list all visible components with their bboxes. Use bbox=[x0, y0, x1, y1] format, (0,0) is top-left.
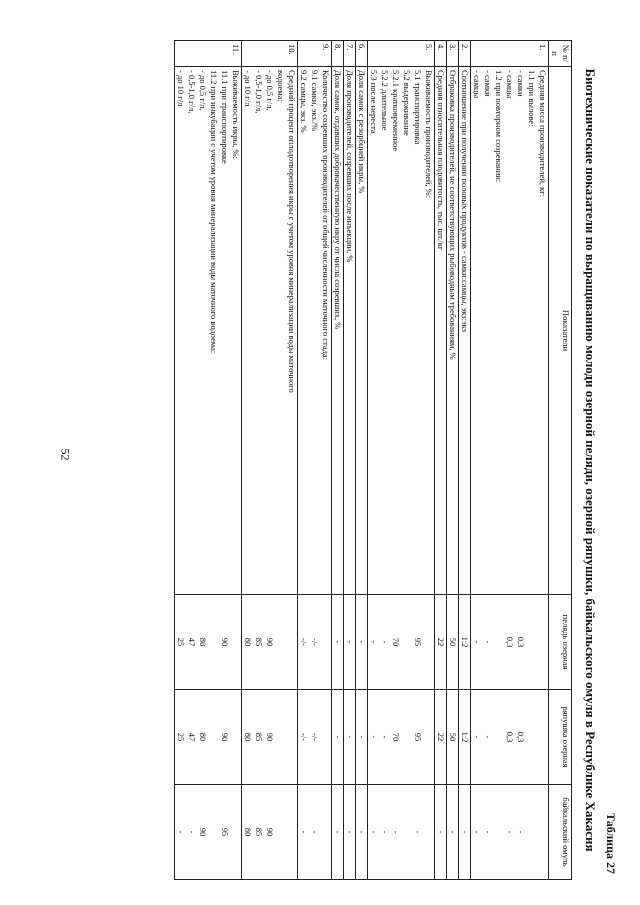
value-line: -/- bbox=[299, 732, 309, 742]
value-line: - bbox=[483, 640, 493, 644]
value-line bbox=[208, 693, 219, 781]
omul-value-cell bbox=[356, 785, 368, 880]
value-line bbox=[230, 693, 241, 781]
indicator-line: 9.2 самцы, экз. % bbox=[299, 70, 309, 133]
value-line: - bbox=[413, 830, 423, 834]
indicator-cell bbox=[368, 67, 435, 595]
value-line: - bbox=[380, 830, 390, 834]
value-line: 47 bbox=[187, 637, 197, 647]
value-line bbox=[275, 598, 286, 686]
table-header-row bbox=[549, 41, 572, 880]
indicator-line: - до 10 г/л bbox=[243, 70, 253, 107]
row-number-text: 11. bbox=[231, 44, 241, 55]
value-line: 80 bbox=[243, 732, 253, 742]
omul-value-cell bbox=[344, 785, 356, 880]
indicator-cell bbox=[175, 67, 242, 595]
indicator-cell bbox=[356, 67, 368, 595]
omul-value-cell bbox=[435, 785, 447, 880]
indicator-line: водоема: bbox=[276, 70, 286, 102]
table-title: Биотехнические показатели по выращиванию молоди озерной пеляди, озерной ряпушки, байкальского омуля в Республике Хакасия bbox=[583, 68, 598, 852]
indicator-line: - до 0,5 г/л, bbox=[265, 70, 275, 111]
value-line: - bbox=[472, 640, 482, 644]
value-line bbox=[320, 788, 331, 876]
value-line: - bbox=[369, 830, 379, 834]
row-number bbox=[447, 41, 459, 67]
table-row bbox=[332, 41, 344, 880]
value-line bbox=[208, 788, 219, 876]
value-line bbox=[286, 598, 297, 686]
value-line: - bbox=[310, 830, 320, 834]
value-line: 90 bbox=[198, 827, 208, 837]
indicator-cell bbox=[435, 67, 447, 595]
indicator-cell bbox=[298, 67, 332, 595]
peled-value-cell bbox=[242, 595, 298, 690]
value-line bbox=[401, 693, 412, 781]
indicator-line: - самцы bbox=[472, 70, 482, 99]
row-number bbox=[242, 41, 298, 67]
value-line: -/- bbox=[310, 732, 320, 742]
value-line: 90 bbox=[265, 827, 275, 837]
value-line: - bbox=[357, 735, 367, 739]
indicator-cell bbox=[471, 67, 549, 595]
header-indicators: Показатели bbox=[549, 67, 572, 595]
omul-value-cell bbox=[471, 785, 549, 880]
peled-value-cell bbox=[435, 595, 447, 690]
value-line: - bbox=[357, 640, 367, 644]
value-line: - bbox=[472, 830, 482, 834]
table-row bbox=[435, 41, 447, 880]
value-line: 95 bbox=[413, 732, 423, 742]
peled-value-cell bbox=[332, 595, 344, 690]
value-line: - bbox=[448, 830, 458, 834]
value-line: 90 bbox=[220, 637, 230, 647]
value-line: - bbox=[483, 735, 493, 739]
row-number bbox=[175, 41, 242, 67]
value-line: - bbox=[369, 640, 379, 644]
indicator-line: Средняя масса производителей, кг: bbox=[538, 70, 548, 198]
value-line: -/- bbox=[299, 637, 309, 647]
value-line bbox=[537, 693, 548, 781]
value-line: 0,3 bbox=[505, 731, 515, 743]
indicator-line: Количество созревших производителей от общей численности маточного стада: bbox=[321, 70, 331, 361]
value-line: 22 bbox=[436, 732, 446, 742]
value-line: 95 bbox=[413, 637, 423, 647]
row-number bbox=[471, 41, 549, 67]
value-line bbox=[401, 788, 412, 876]
value-line: 0,3 bbox=[516, 731, 526, 743]
value-line: 80 bbox=[243, 637, 253, 647]
value-line: 95 bbox=[220, 827, 230, 837]
header-number: № п/п bbox=[549, 41, 572, 67]
value-line bbox=[275, 693, 286, 781]
peled-value-cell bbox=[459, 595, 471, 690]
value-line bbox=[423, 598, 434, 686]
row-number-text: 3. bbox=[448, 44, 458, 51]
value-line: 1:2 bbox=[460, 636, 470, 648]
biotech-table bbox=[174, 40, 572, 880]
row-number-text: 2. bbox=[460, 44, 470, 51]
indicator-line: 1.1 при вылове: bbox=[527, 70, 537, 127]
ryapushka-value-cell bbox=[459, 690, 471, 785]
table-row bbox=[447, 41, 459, 880]
indicator-line: - самки bbox=[516, 70, 526, 97]
value-line bbox=[493, 788, 504, 876]
row-number-text: 7. bbox=[345, 44, 355, 51]
value-line: 85 bbox=[254, 732, 264, 742]
header-omul: байкальский омуль bbox=[549, 785, 572, 880]
value-line bbox=[493, 693, 504, 781]
table-row bbox=[356, 41, 368, 880]
row-number bbox=[368, 41, 435, 67]
row-number-text: 9. bbox=[321, 44, 331, 51]
indicator-line: Доля самок, отдавших доброкачественную икру от числа созревших, % bbox=[333, 70, 343, 330]
indicator-cell bbox=[332, 67, 344, 595]
indicator-cell bbox=[344, 67, 356, 595]
omul-value-cell bbox=[447, 785, 459, 880]
indicator-line: 5.3 после нереста bbox=[369, 70, 379, 134]
value-line bbox=[320, 693, 331, 781]
indicator-line: - самки bbox=[483, 70, 493, 97]
indicator-line: Отбраковка производителей, не соответствующих рыбоводным требованиям, % bbox=[448, 70, 458, 360]
value-line: - bbox=[345, 830, 355, 834]
omul-value-cell bbox=[332, 785, 344, 880]
value-line bbox=[537, 788, 548, 876]
indicator-cell bbox=[459, 67, 471, 595]
value-line bbox=[526, 693, 537, 781]
value-line bbox=[286, 693, 297, 781]
indicator-line: - до 0,5 г/л, bbox=[198, 70, 208, 111]
value-line: 80 bbox=[198, 637, 208, 647]
ryapushka-value-cell bbox=[356, 690, 368, 785]
omul-value-cell bbox=[368, 785, 435, 880]
value-line: 50 bbox=[448, 637, 458, 647]
ryapushka-value-cell bbox=[332, 690, 344, 785]
value-line: 90 bbox=[265, 732, 275, 742]
row-number bbox=[298, 41, 332, 67]
value-line: 80 bbox=[198, 732, 208, 742]
value-line bbox=[423, 788, 434, 876]
row-number bbox=[344, 41, 356, 67]
indicator-line: 5.2.2 длительное bbox=[380, 70, 390, 131]
omul-value-cell bbox=[459, 785, 471, 880]
value-line: 85 bbox=[254, 637, 264, 647]
value-line: - bbox=[345, 735, 355, 739]
omul-value-cell bbox=[242, 785, 298, 880]
value-line: 50 bbox=[448, 732, 458, 742]
value-line: 22 bbox=[436, 637, 446, 647]
ryapushka-value-cell bbox=[298, 690, 332, 785]
value-line bbox=[423, 693, 434, 781]
value-line bbox=[230, 788, 241, 876]
value-line: - bbox=[391, 830, 401, 834]
value-line: - bbox=[299, 830, 309, 834]
value-line: 25 bbox=[176, 732, 186, 742]
indicator-line: 5.2.1 кратковременное bbox=[391, 70, 401, 152]
value-line: 25 bbox=[176, 637, 186, 647]
indicator-line: 9.1 самки, экз./% bbox=[310, 70, 320, 132]
indicator-line: Доля самок с резорбцией икры, % bbox=[357, 70, 367, 194]
value-line: - bbox=[176, 830, 186, 834]
indicator-cell bbox=[447, 67, 459, 595]
value-line: - bbox=[516, 830, 526, 834]
value-line: 0,3 bbox=[505, 636, 515, 648]
ryapushka-value-cell bbox=[175, 690, 242, 785]
value-line: -/- bbox=[310, 637, 320, 647]
table-row bbox=[459, 41, 471, 880]
value-line bbox=[537, 598, 548, 686]
value-line bbox=[208, 598, 219, 686]
peled-value-cell bbox=[356, 595, 368, 690]
value-line: 80 bbox=[243, 827, 253, 837]
value-line: - bbox=[472, 735, 482, 739]
value-line: - bbox=[345, 640, 355, 644]
ryapushka-value-cell bbox=[435, 690, 447, 785]
value-line bbox=[493, 598, 504, 686]
indicator-line: - 0,5-1,0 г/л, bbox=[254, 70, 264, 114]
indicator-line: Выживаемость производителей, %: bbox=[424, 70, 434, 199]
indicator-line: Доля производителей, созревших после инъекции, % bbox=[345, 70, 355, 263]
ryapushka-value-cell bbox=[447, 690, 459, 785]
header-ryapushka: ряпушка озерная bbox=[549, 690, 572, 785]
indicator-line: Средняя относительная плодовитость, тыс. шт./кг bbox=[436, 70, 446, 251]
value-line: - bbox=[333, 735, 343, 739]
peled-value-cell bbox=[175, 595, 242, 690]
value-line: - bbox=[333, 640, 343, 644]
row-number-text: 4. bbox=[436, 44, 446, 51]
value-line: - bbox=[380, 640, 390, 644]
value-line: 90 bbox=[220, 732, 230, 742]
row-number bbox=[435, 41, 447, 67]
peled-value-cell bbox=[344, 595, 356, 690]
value-line: 0,3 bbox=[516, 636, 526, 648]
value-line: - bbox=[333, 830, 343, 834]
table-row bbox=[344, 41, 356, 880]
indicator-cell bbox=[242, 67, 298, 595]
row-number-text: 1. bbox=[538, 44, 548, 51]
value-line bbox=[320, 598, 331, 686]
ryapushka-value-cell bbox=[471, 690, 549, 785]
indicator-line: 11.2 при инкубации с учетом уровня минерализации воды маточного водоема: bbox=[209, 70, 219, 354]
value-line: 90 bbox=[265, 637, 275, 647]
indicator-line: Средний процент оплодотворения икры с учетом уровня минерализации воды маточного bbox=[287, 70, 297, 393]
value-line bbox=[230, 598, 241, 686]
value-line: - bbox=[369, 735, 379, 739]
ryapushka-value-cell bbox=[368, 690, 435, 785]
indicator-line: 5.2 выдерживание bbox=[402, 70, 412, 136]
value-line: - bbox=[380, 735, 390, 739]
table-label: Таблица 27 bbox=[604, 813, 618, 874]
value-line: 1:2 bbox=[460, 731, 470, 743]
indicator-line: Соотношение при получении половых продуктов - самки:самцы, экз:экз bbox=[460, 70, 470, 332]
value-line bbox=[401, 598, 412, 686]
omul-value-cell bbox=[175, 785, 242, 880]
indicator-line: - самцы bbox=[505, 70, 515, 99]
row-number bbox=[459, 41, 471, 67]
indicator-line: 1.2 при повторном созревании: bbox=[494, 70, 504, 183]
peled-value-cell bbox=[471, 595, 549, 690]
value-line bbox=[286, 788, 297, 876]
value-line: - bbox=[187, 830, 197, 834]
indicator-line: - до 10 г/л bbox=[176, 70, 186, 107]
value-line bbox=[526, 788, 537, 876]
value-line: - bbox=[505, 830, 515, 834]
indicator-line: Выживаемость икры, %: bbox=[231, 70, 241, 159]
ryapushka-value-cell bbox=[344, 690, 356, 785]
value-line bbox=[526, 598, 537, 686]
value-line: 47 bbox=[187, 732, 197, 742]
row-number bbox=[356, 41, 368, 67]
row-number-text: 6. bbox=[357, 44, 367, 51]
indicator-line: 5.1 транспортировка bbox=[413, 70, 423, 145]
row-number-text: 10. bbox=[287, 44, 297, 55]
value-line: 70 bbox=[391, 732, 401, 742]
omul-value-cell bbox=[298, 785, 332, 880]
header-peled: пелядь озерная bbox=[549, 595, 572, 690]
value-line bbox=[275, 788, 286, 876]
ryapushka-value-cell bbox=[242, 690, 298, 785]
table-row bbox=[368, 41, 435, 880]
indicator-line: 11.1 при транспортировке bbox=[220, 70, 230, 164]
row-number bbox=[332, 41, 344, 67]
rotated-page-content bbox=[80, 40, 620, 880]
value-line: 85 bbox=[254, 827, 264, 837]
peled-value-cell bbox=[447, 595, 459, 690]
value-line: - bbox=[483, 830, 493, 834]
page-number: 52 bbox=[58, 448, 73, 461]
indicator-line: - 0,5-1,0 г/л, bbox=[187, 70, 197, 114]
value-line: 70 bbox=[391, 637, 401, 647]
peled-value-cell bbox=[368, 595, 435, 690]
row-number-text: 8. bbox=[333, 44, 343, 51]
value-line: - bbox=[460, 830, 470, 834]
value-line: - bbox=[436, 830, 446, 834]
table-row bbox=[471, 41, 549, 880]
value-line: - bbox=[357, 830, 367, 834]
table-row bbox=[298, 41, 332, 880]
table-row bbox=[242, 41, 298, 880]
row-number-text: 5. bbox=[424, 44, 434, 51]
table-row bbox=[175, 41, 242, 880]
peled-value-cell bbox=[298, 595, 332, 690]
